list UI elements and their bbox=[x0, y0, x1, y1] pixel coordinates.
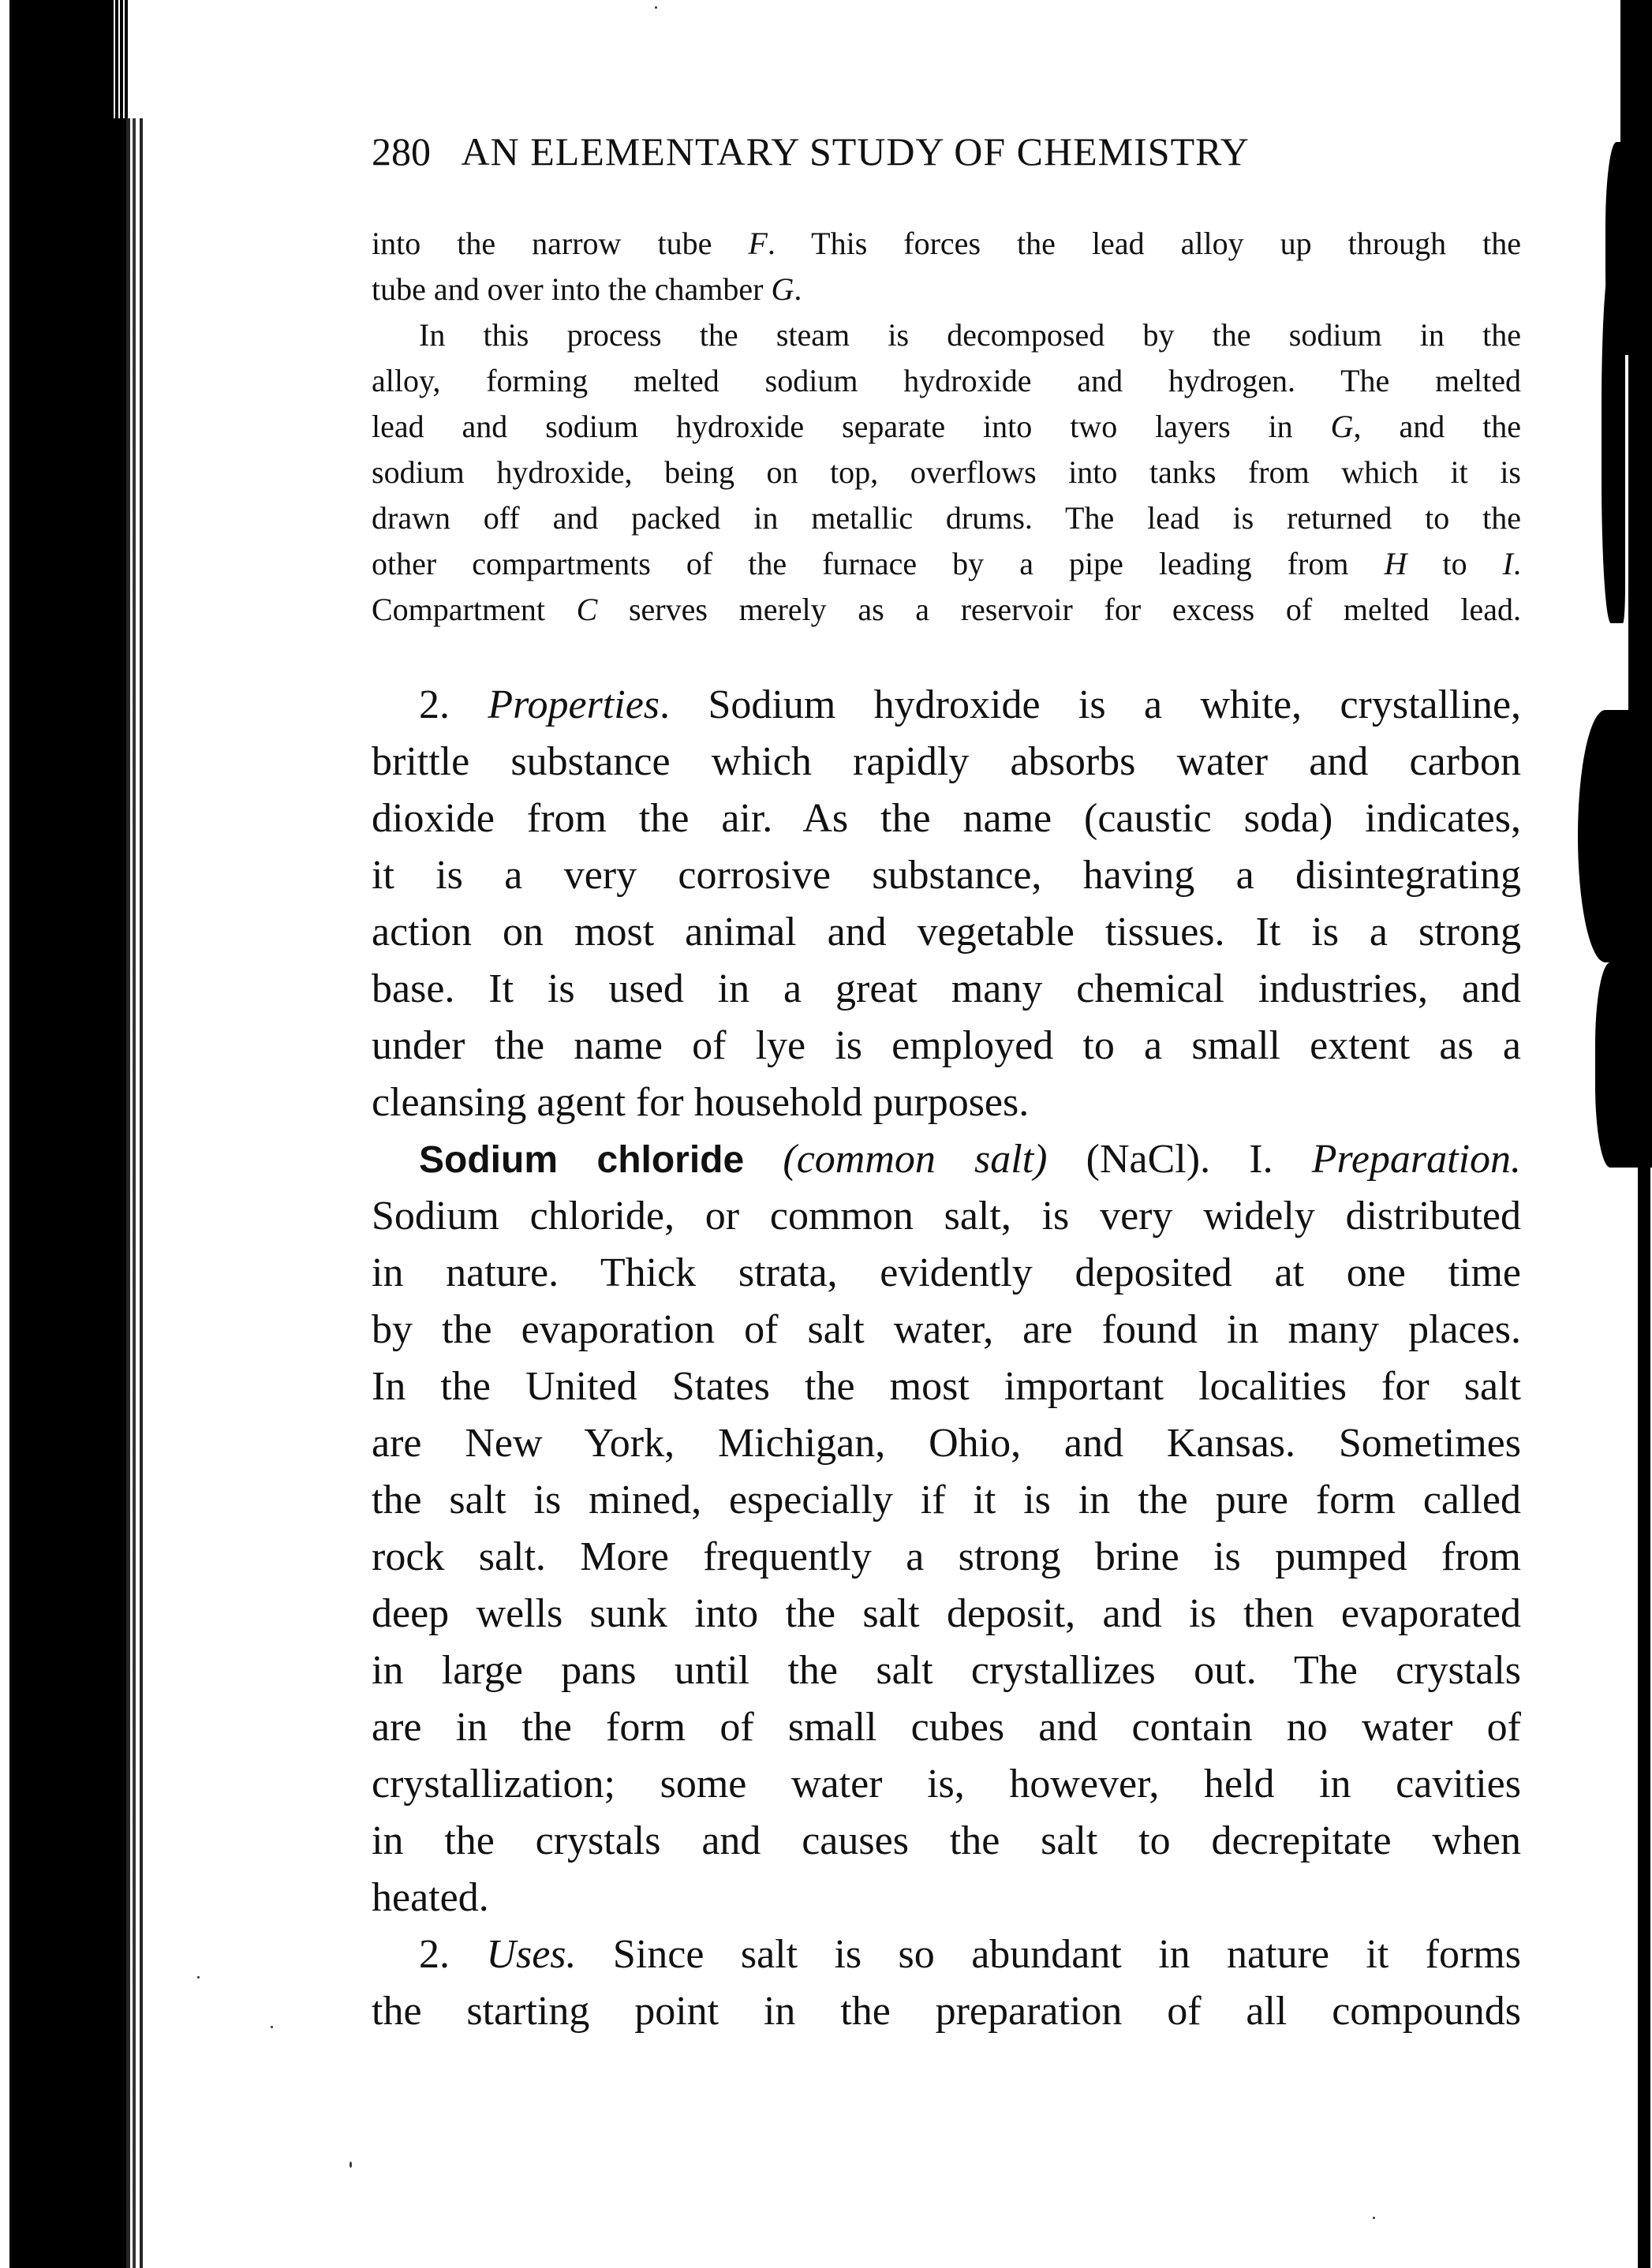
scan-speck bbox=[349, 2162, 352, 2168]
text-line: 2. Properties. Sodium hydroxide is a white, crystalline, bbox=[419, 682, 1522, 727]
text-line: it is a very corrosive substance, having a disintegrating bbox=[372, 853, 1521, 898]
scan-speck bbox=[1373, 2217, 1375, 2219]
page-number: 280 bbox=[372, 129, 431, 174]
text-line: other compartments of the furnace by a pipe leading from H to I. bbox=[372, 546, 1521, 581]
text-line: action on most animal and vegetable tissues. It is a strong bbox=[372, 910, 1521, 955]
text-line: are New York, Michigan, Ohio, and Kansas. Sometimes bbox=[372, 1421, 1521, 1466]
text-line: cleansing agent for household purposes. bbox=[372, 1080, 1030, 1125]
text-line: heated. bbox=[372, 1875, 489, 1920]
text-line: in large pans until the salt crystallizes out. The crystals bbox=[372, 1648, 1521, 1693]
text-line: dioxide from the air. As the name (caustic soda) indicates, bbox=[372, 796, 1521, 841]
subsection-number: I. bbox=[1249, 1137, 1273, 1182]
text-line: in nature. Thick strata, evidently deposited at one time bbox=[372, 1250, 1521, 1295]
text-line: crystallization; some water is, however, held in cavities bbox=[372, 1762, 1521, 1807]
text-line: sodium hydroxide, being on top, overflows into tanks from which it is bbox=[372, 454, 1521, 490]
page-edge-shadow-right bbox=[1602, 260, 1625, 623]
scan-speck bbox=[197, 1976, 200, 1978]
text-line: drawn off and packed in metallic drums. The lead is returned to the bbox=[372, 500, 1521, 536]
scan-speck bbox=[271, 2026, 273, 2028]
entry-title: Sodium chloride bbox=[419, 1139, 745, 1181]
book-title: AN ELEMENTARY STUDY OF CHEMISTRY bbox=[461, 129, 1250, 174]
scan-speck bbox=[655, 6, 657, 9]
text-line: rock salt. More frequently a strong brine is pumped from bbox=[372, 1534, 1521, 1579]
text-line: base. It is used in a great many chemical industries, and bbox=[372, 966, 1521, 1011]
text-line: are in the form of small cubes and contain no water of bbox=[372, 1705, 1521, 1750]
text-line: deep wells sunk into the salt deposit, and is then evaporated bbox=[372, 1591, 1521, 1636]
subsection-heading: Preparation. bbox=[1311, 1137, 1522, 1182]
text-line: In this process the steam is decomposed by the sodium in the bbox=[419, 317, 1521, 353]
text-line: by the evaporation of salt water, are found in many places. bbox=[372, 1307, 1521, 1352]
binding-shadow-left-top bbox=[110, 0, 128, 118]
text-line: Sodium chloride, or common salt, is very widely distributed bbox=[372, 1194, 1521, 1239]
page-edge-shadow-right bbox=[1578, 710, 1633, 962]
chemical-formula: (NaCl). bbox=[1086, 1137, 1211, 1182]
page-edge-shadow-right bbox=[1595, 962, 1633, 1168]
common-name: (common salt) bbox=[783, 1137, 1048, 1182]
text-line: lead and sodium hydroxide separate into two layers in G, and the bbox=[372, 409, 1522, 444]
text-line: alloy, forming melted sodium hydroxide and hydrogen. The melted bbox=[372, 363, 1521, 398]
page-edge-shadow-right bbox=[1638, 1120, 1650, 2268]
text-line: In the United States the most important localities for salt bbox=[372, 1364, 1521, 1409]
text-line: in the crystals and causes the salt to decrepitate when bbox=[372, 1818, 1521, 1863]
text-line: the starting point in the preparation of all compounds bbox=[372, 1989, 1521, 2034]
text-line: tube and over into the chamber G. bbox=[372, 271, 802, 307]
section-heading: Uses. bbox=[486, 1932, 577, 1977]
section-heading: Properties bbox=[488, 682, 660, 727]
text-line: Compartment C serves merely as a reservoir for excess of melted lead. bbox=[372, 592, 1521, 627]
section-number: 2. bbox=[419, 682, 450, 727]
binding-shadow-left bbox=[9, 0, 126, 2268]
text-line: the salt is mined, especially if it is in the pure form called bbox=[372, 1478, 1521, 1523]
text-line: 2. Uses. Since salt is so abundant in nature it forms bbox=[419, 1932, 1521, 1977]
text-line: brittle substance which rapidly absorbs water and carbon bbox=[372, 739, 1521, 784]
running-head bbox=[372, 129, 1523, 176]
text-line: under the name of lye is employed to a small extent as a bbox=[372, 1023, 1521, 1068]
section-number: 2. bbox=[419, 1932, 450, 1977]
text-line bbox=[372, 1131, 1521, 1188]
binding-shadow-left-edge bbox=[126, 118, 147, 2268]
text-line: into the narrow tube F. This forces the lead alloy up through the bbox=[372, 226, 1521, 261]
